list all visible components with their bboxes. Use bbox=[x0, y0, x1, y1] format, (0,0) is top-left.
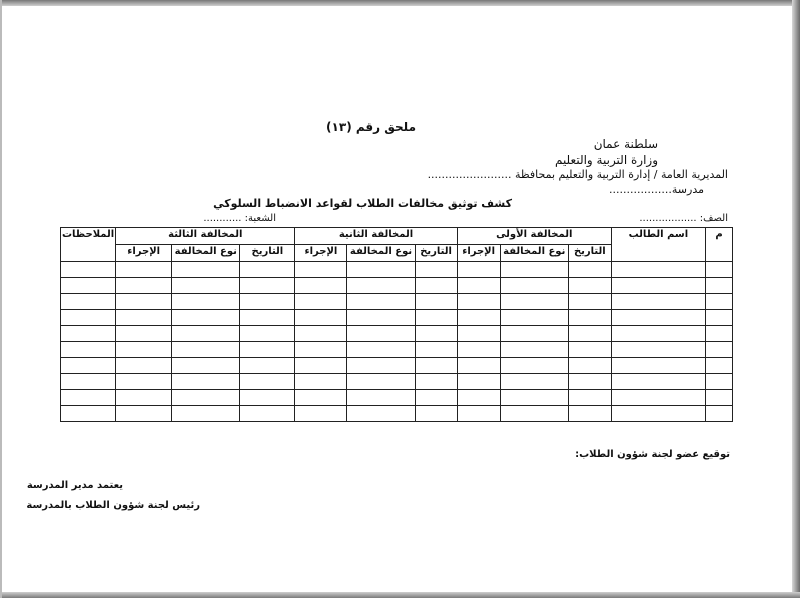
table-cell[interactable] bbox=[240, 326, 295, 342]
table-cell[interactable] bbox=[116, 390, 172, 406]
table-cell[interactable] bbox=[240, 358, 295, 374]
table-cell[interactable] bbox=[172, 262, 240, 278]
sub-type-header: نوع المخالفة bbox=[500, 245, 568, 262]
table-cell[interactable] bbox=[705, 326, 732, 342]
table-cell[interactable] bbox=[457, 310, 500, 326]
table-cell[interactable] bbox=[116, 294, 172, 310]
table-row bbox=[61, 326, 733, 342]
table-cell[interactable] bbox=[172, 278, 240, 294]
table-cell[interactable] bbox=[61, 390, 116, 406]
table-cell[interactable] bbox=[172, 390, 240, 406]
group-third-violation: المخالفة الثالثة bbox=[116, 228, 295, 245]
table-cell[interactable] bbox=[457, 278, 500, 294]
committee-member-signature: توقيع عضو لجنة شؤون الطلاب: bbox=[575, 449, 730, 460]
table-cell[interactable] bbox=[116, 406, 172, 422]
table-cell[interactable] bbox=[611, 406, 705, 422]
table-cell[interactable] bbox=[172, 374, 240, 390]
scan-frame-top bbox=[0, 0, 800, 6]
table-cell[interactable] bbox=[705, 342, 732, 358]
table-cell[interactable] bbox=[705, 390, 732, 406]
scan-frame-left bbox=[0, 0, 2, 598]
table-cell[interactable] bbox=[240, 390, 295, 406]
col-number-header: م bbox=[705, 228, 732, 262]
table-cell[interactable] bbox=[568, 310, 611, 326]
table-cell[interactable] bbox=[568, 390, 611, 406]
table-cell[interactable] bbox=[457, 406, 500, 422]
table-cell[interactable] bbox=[611, 390, 705, 406]
table-cell[interactable] bbox=[347, 310, 415, 326]
table-cell[interactable] bbox=[295, 326, 347, 342]
table-cell[interactable] bbox=[116, 310, 172, 326]
table-row bbox=[61, 374, 733, 390]
table-cell[interactable] bbox=[457, 342, 500, 358]
table-cell[interactable] bbox=[500, 326, 568, 342]
table-cell[interactable] bbox=[172, 310, 240, 326]
table-cell[interactable] bbox=[705, 278, 732, 294]
table-cell[interactable] bbox=[295, 342, 347, 358]
table-cell[interactable] bbox=[500, 310, 568, 326]
table-cell[interactable] bbox=[295, 310, 347, 326]
table-row bbox=[61, 358, 733, 374]
table-cell[interactable] bbox=[415, 262, 457, 278]
table-cell[interactable] bbox=[116, 342, 172, 358]
table-row bbox=[61, 262, 733, 278]
group-second-violation: المخالفة الثانية bbox=[295, 228, 457, 245]
table-cell[interactable] bbox=[500, 342, 568, 358]
table-cell[interactable] bbox=[61, 326, 116, 342]
table-cell[interactable] bbox=[172, 358, 240, 374]
table-cell[interactable] bbox=[457, 374, 500, 390]
header-country: سلطنة عمان bbox=[593, 137, 658, 151]
class-field: الصف: .................. bbox=[639, 213, 728, 224]
table-cell[interactable] bbox=[61, 374, 116, 390]
table-cell[interactable] bbox=[415, 358, 457, 374]
table-cell[interactable] bbox=[705, 294, 732, 310]
table-cell[interactable] bbox=[295, 390, 347, 406]
table-cell[interactable] bbox=[568, 262, 611, 278]
table-cell[interactable] bbox=[611, 358, 705, 374]
principal-approval: يعتمد مدير المدرسة bbox=[26, 480, 123, 491]
table-cell[interactable] bbox=[611, 294, 705, 310]
table-cell[interactable] bbox=[415, 310, 457, 326]
table-cell[interactable] bbox=[500, 358, 568, 374]
committee-head: رئيس لجنة شؤون الطلاب بالمدرسة bbox=[26, 500, 200, 511]
table-cell[interactable] bbox=[415, 406, 457, 422]
table-row bbox=[61, 294, 733, 310]
table-cell[interactable] bbox=[457, 294, 500, 310]
table-cell[interactable] bbox=[347, 358, 415, 374]
table-cell[interactable] bbox=[500, 374, 568, 390]
sub-action-header: الإجراء bbox=[116, 245, 172, 262]
sub-type-header: نوع المخالفة bbox=[347, 245, 415, 262]
table-row bbox=[61, 406, 733, 422]
table-cell[interactable] bbox=[240, 310, 295, 326]
table-cell[interactable] bbox=[172, 342, 240, 358]
sub-date-header: التاريخ bbox=[568, 245, 611, 262]
table-cell[interactable] bbox=[295, 374, 347, 390]
document-title: كشف توثيق مخالفات الطلاب لقواعد الانضباط السلوكي bbox=[213, 197, 512, 210]
table-body bbox=[61, 262, 733, 422]
table-cell[interactable] bbox=[568, 294, 611, 310]
table-cell[interactable] bbox=[415, 374, 457, 390]
table-row bbox=[61, 342, 733, 358]
table-cell[interactable] bbox=[240, 294, 295, 310]
table-cell[interactable] bbox=[347, 374, 415, 390]
sub-action-header: الإجراء bbox=[295, 245, 347, 262]
table-cell[interactable] bbox=[295, 262, 347, 278]
table-cell[interactable] bbox=[240, 278, 295, 294]
header-directorate: المديرية العامة / إدارة التربية والتعليم بمحافظة ........................ bbox=[427, 168, 728, 181]
sub-date-header: التاريخ bbox=[240, 245, 295, 262]
table-row bbox=[61, 390, 733, 406]
table-cell[interactable] bbox=[172, 294, 240, 310]
header-school: مدرسة.................. bbox=[608, 183, 704, 196]
table-cell[interactable] bbox=[457, 390, 500, 406]
violations-table bbox=[60, 227, 733, 422]
table-cell[interactable] bbox=[568, 342, 611, 358]
table-cell[interactable] bbox=[295, 278, 347, 294]
table-cell[interactable] bbox=[172, 406, 240, 422]
table-cell[interactable] bbox=[415, 326, 457, 342]
table-cell[interactable] bbox=[347, 294, 415, 310]
table-cell[interactable] bbox=[568, 358, 611, 374]
scan-frame-right bbox=[792, 0, 800, 598]
table-cell[interactable] bbox=[347, 262, 415, 278]
table-cell[interactable] bbox=[705, 358, 732, 374]
sub-date-header: التاريخ bbox=[415, 245, 457, 262]
table-row bbox=[61, 278, 733, 294]
table-cell[interactable] bbox=[172, 326, 240, 342]
table-cell[interactable] bbox=[705, 262, 732, 278]
table-cell[interactable] bbox=[705, 406, 732, 422]
sub-action-header: الإجراء bbox=[457, 245, 500, 262]
table-cell[interactable] bbox=[500, 406, 568, 422]
table-cell[interactable] bbox=[116, 262, 172, 278]
scan-frame-bottom bbox=[0, 592, 800, 598]
table-cell[interactable] bbox=[61, 310, 116, 326]
table-cell[interactable] bbox=[347, 326, 415, 342]
table-cell[interactable] bbox=[500, 294, 568, 310]
table-cell[interactable] bbox=[611, 374, 705, 390]
table-cell[interactable] bbox=[611, 326, 705, 342]
table-cell[interactable] bbox=[457, 358, 500, 374]
table-cell[interactable] bbox=[240, 342, 295, 358]
sub-type-header: نوع المخالفة bbox=[172, 245, 240, 262]
table-cell[interactable] bbox=[61, 406, 116, 422]
table-cell[interactable] bbox=[568, 406, 611, 422]
table-cell[interactable] bbox=[61, 342, 116, 358]
col-student-name-header: اسم الطالب bbox=[611, 228, 705, 262]
table-cell[interactable] bbox=[415, 342, 457, 358]
table-cell[interactable] bbox=[611, 278, 705, 294]
table-cell[interactable] bbox=[61, 262, 116, 278]
table-cell[interactable] bbox=[568, 326, 611, 342]
table-cell[interactable] bbox=[240, 262, 295, 278]
table-cell[interactable] bbox=[240, 374, 295, 390]
col-notes-header: الملاحظات bbox=[61, 228, 116, 262]
table-cell[interactable] bbox=[457, 262, 500, 278]
table-cell[interactable] bbox=[61, 294, 116, 310]
table-cell[interactable] bbox=[415, 390, 457, 406]
table-cell[interactable] bbox=[568, 278, 611, 294]
table-cell[interactable] bbox=[347, 406, 415, 422]
table-cell[interactable] bbox=[500, 278, 568, 294]
table-cell[interactable] bbox=[116, 278, 172, 294]
table-cell[interactable] bbox=[705, 374, 732, 390]
table-cell[interactable] bbox=[568, 374, 611, 390]
header-ministry: وزارة التربية والتعليم bbox=[554, 153, 658, 167]
table-cell[interactable] bbox=[415, 294, 457, 310]
table-cell[interactable] bbox=[500, 390, 568, 406]
section-field: الشعبة: ............ bbox=[203, 213, 276, 224]
table-cell[interactable] bbox=[705, 310, 732, 326]
table-cell[interactable] bbox=[347, 390, 415, 406]
table-cell[interactable] bbox=[61, 278, 116, 294]
table-cell[interactable] bbox=[295, 406, 347, 422]
table-cell[interactable] bbox=[347, 278, 415, 294]
table-cell[interactable] bbox=[415, 278, 457, 294]
table-cell[interactable] bbox=[295, 294, 347, 310]
table-cell[interactable] bbox=[116, 374, 172, 390]
table-cell[interactable] bbox=[457, 326, 500, 342]
table-cell[interactable] bbox=[347, 342, 415, 358]
table-cell[interactable] bbox=[61, 358, 116, 374]
table-cell[interactable] bbox=[611, 262, 705, 278]
table-row bbox=[61, 310, 733, 326]
group-first-violation: المخالفة الأولى bbox=[457, 228, 611, 245]
annex-title: ملحق رقم (١٣) bbox=[326, 120, 416, 134]
table-cell[interactable] bbox=[116, 326, 172, 342]
table-cell[interactable] bbox=[240, 406, 295, 422]
table-cell[interactable] bbox=[116, 358, 172, 374]
table-cell[interactable] bbox=[500, 262, 568, 278]
table-cell[interactable] bbox=[295, 358, 347, 374]
table-cell[interactable] bbox=[611, 342, 705, 358]
table-cell[interactable] bbox=[611, 310, 705, 326]
